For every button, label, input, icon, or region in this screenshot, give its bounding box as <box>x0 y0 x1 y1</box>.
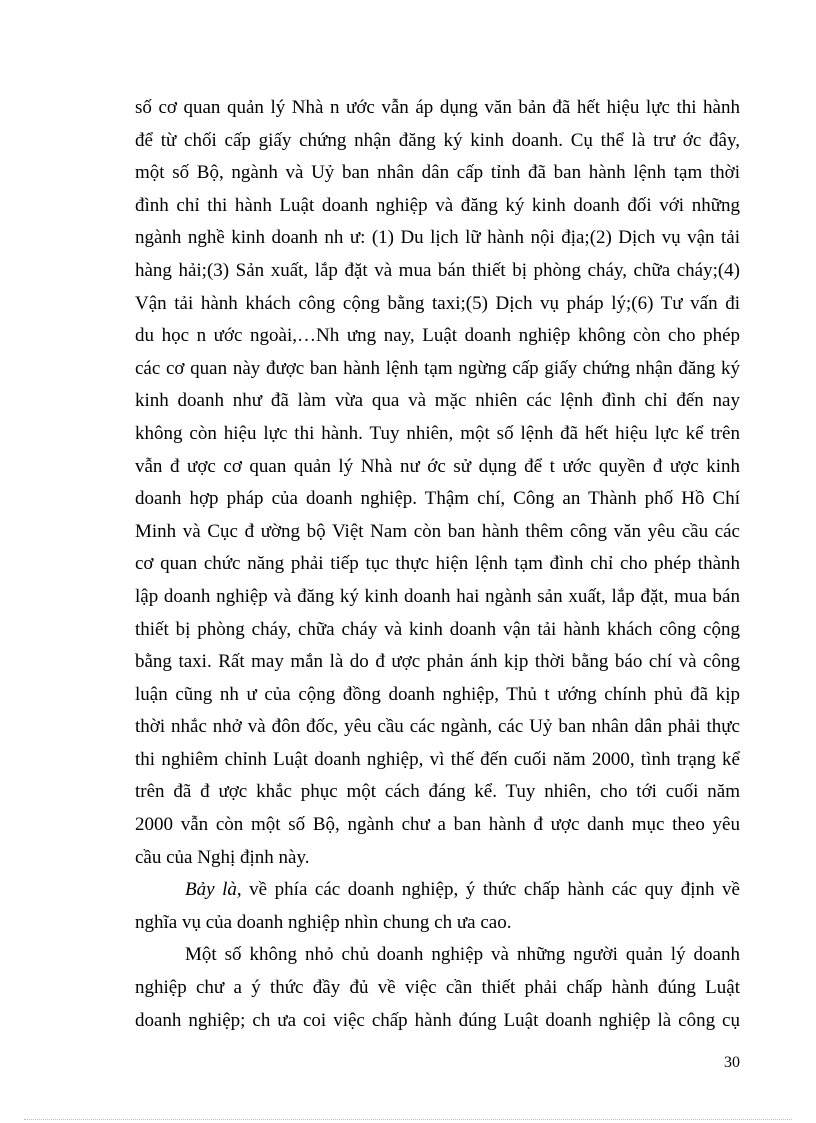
text-line: nghiệp chư a ý thức đầy đủ về việc cần thiết phải chấp hành đúng Luật <box>135 977 740 999</box>
text-line: vẫn đ ược cơ quan quản lý Nhà nư ớc sử dụng để t ước quyền đ ược kinh <box>135 455 740 477</box>
text-line: Vận tải hành khách công cộng bằng taxi;(5) Dịch vụ pháp lý;(6) Tư vấn đi <box>135 292 740 314</box>
text-line: nghĩa vụ của doanh nghiệp nhìn chung ch ưa cao. <box>135 911 512 933</box>
text-line: doanh hợp pháp của doanh nghiệp. Thậm chí, Công an Thành phố Hồ Chí <box>135 488 740 510</box>
text-line: một số Bộ, ngành và Uỷ ban nhân dân cấp tỉnh đã ban hành lệnh tạm thời <box>135 162 740 184</box>
text-line: 2000 vẫn còn một số Bộ, ngành chư a ban hành đ ược danh mục theo yêu <box>135 814 740 836</box>
text-line: Một số không nhỏ chủ doanh nghiệp và những người quản lý doanh <box>185 944 740 966</box>
paragraph-bay-la-line <box>135 874 740 907</box>
text-line: cầu của Nghị định này. <box>135 846 310 868</box>
bay-la-lead: Bảy là <box>185 879 237 901</box>
page-number: 30 <box>724 1054 740 1071</box>
text-line: đình chỉ thi hành Luật doanh nghiệp và đăng ký kinh doanh đối với những <box>135 194 740 216</box>
text-line: trên đã đ ược khắc phục một cách đáng kể. Tuy nhiên, cho tới cuối năm <box>135 781 740 803</box>
body-text <box>135 92 740 1037</box>
text-line: cơ quan chức năng phải tiếp tục thực hiện lệnh tạm đình chỉ cho phép thành <box>135 553 740 575</box>
text-line: thi nghiêm chỉnh Luật doanh nghiệp, vì thế đến cuối năm 2000, tình trạng kể <box>135 748 740 770</box>
text-line: bằng taxi. Rất may mắn là do đ ược phản ánh kịp thời bằng báo chí và công <box>135 651 740 673</box>
text-line: du học n ước ngoài,…Nh ưng nay, Luật doanh nghiệp không còn cho phép <box>135 325 740 347</box>
text-line: để từ chối cấp giấy chứng nhận đăng ký kinh doanh. Cụ thể là trư ớc đây, <box>135 129 740 151</box>
text-line: thời nhắc nhở và đôn đốc, yêu cầu các ngành, các Uỷ ban nhân dân phải thực <box>135 716 740 738</box>
text-line: số cơ quan quản lý Nhà n ước vẫn áp dụng văn bản đã hết hiệu lực thi hành <box>135 97 740 118</box>
text-line: Minh và Cục đ ường bộ Việt Nam còn ban hành thêm công văn yêu cầu các <box>135 520 740 542</box>
text-line: các cơ quan này được ban hành lệnh tạm ngừng cấp giấy chứng nhận đăng ký <box>135 357 740 379</box>
text-line: thiết bị phòng cháy, chữa cháy và kinh doanh vận tải hành khách công cộng <box>135 618 740 640</box>
text-line: ngành nghề kinh doanh nh ư: (1) Du lịch lữ hành nội địa;(2) Dịch vụ vận tải <box>135 227 740 249</box>
text-line: doanh nghiệp; ch ưa coi việc chấp hành đúng Luật doanh nghiệp là công cụ <box>135 1009 740 1031</box>
text-line: luận cũng nh ư của cộng đồng doanh nghiệp, Thủ t ướng chính phủ đã kịp <box>135 683 740 705</box>
text-line: hàng hải;(3) Sản xuất, lắp đặt và mua bán thiết bị phòng cháy, chữa cháy;(4) <box>135 259 740 281</box>
bay-la-rest: , về phía các doanh nghiệp, ý thức chấp hành các quy định về <box>236 879 740 901</box>
text-line: kinh doanh như đã làm vừa qua và mặc nhiên các lệnh đình chỉ đến nay <box>135 390 740 412</box>
text-line: không còn hiệu lực thi hành. Tuy nhiên, một số lệnh đã hết hiệu lực kể trên <box>135 422 740 444</box>
page-bottom-divider <box>24 1119 792 1120</box>
text-line: lập doanh nghiệp và đăng ký kinh doanh hai ngành sản xuất, lắp đặt, mua bán <box>135 585 740 607</box>
